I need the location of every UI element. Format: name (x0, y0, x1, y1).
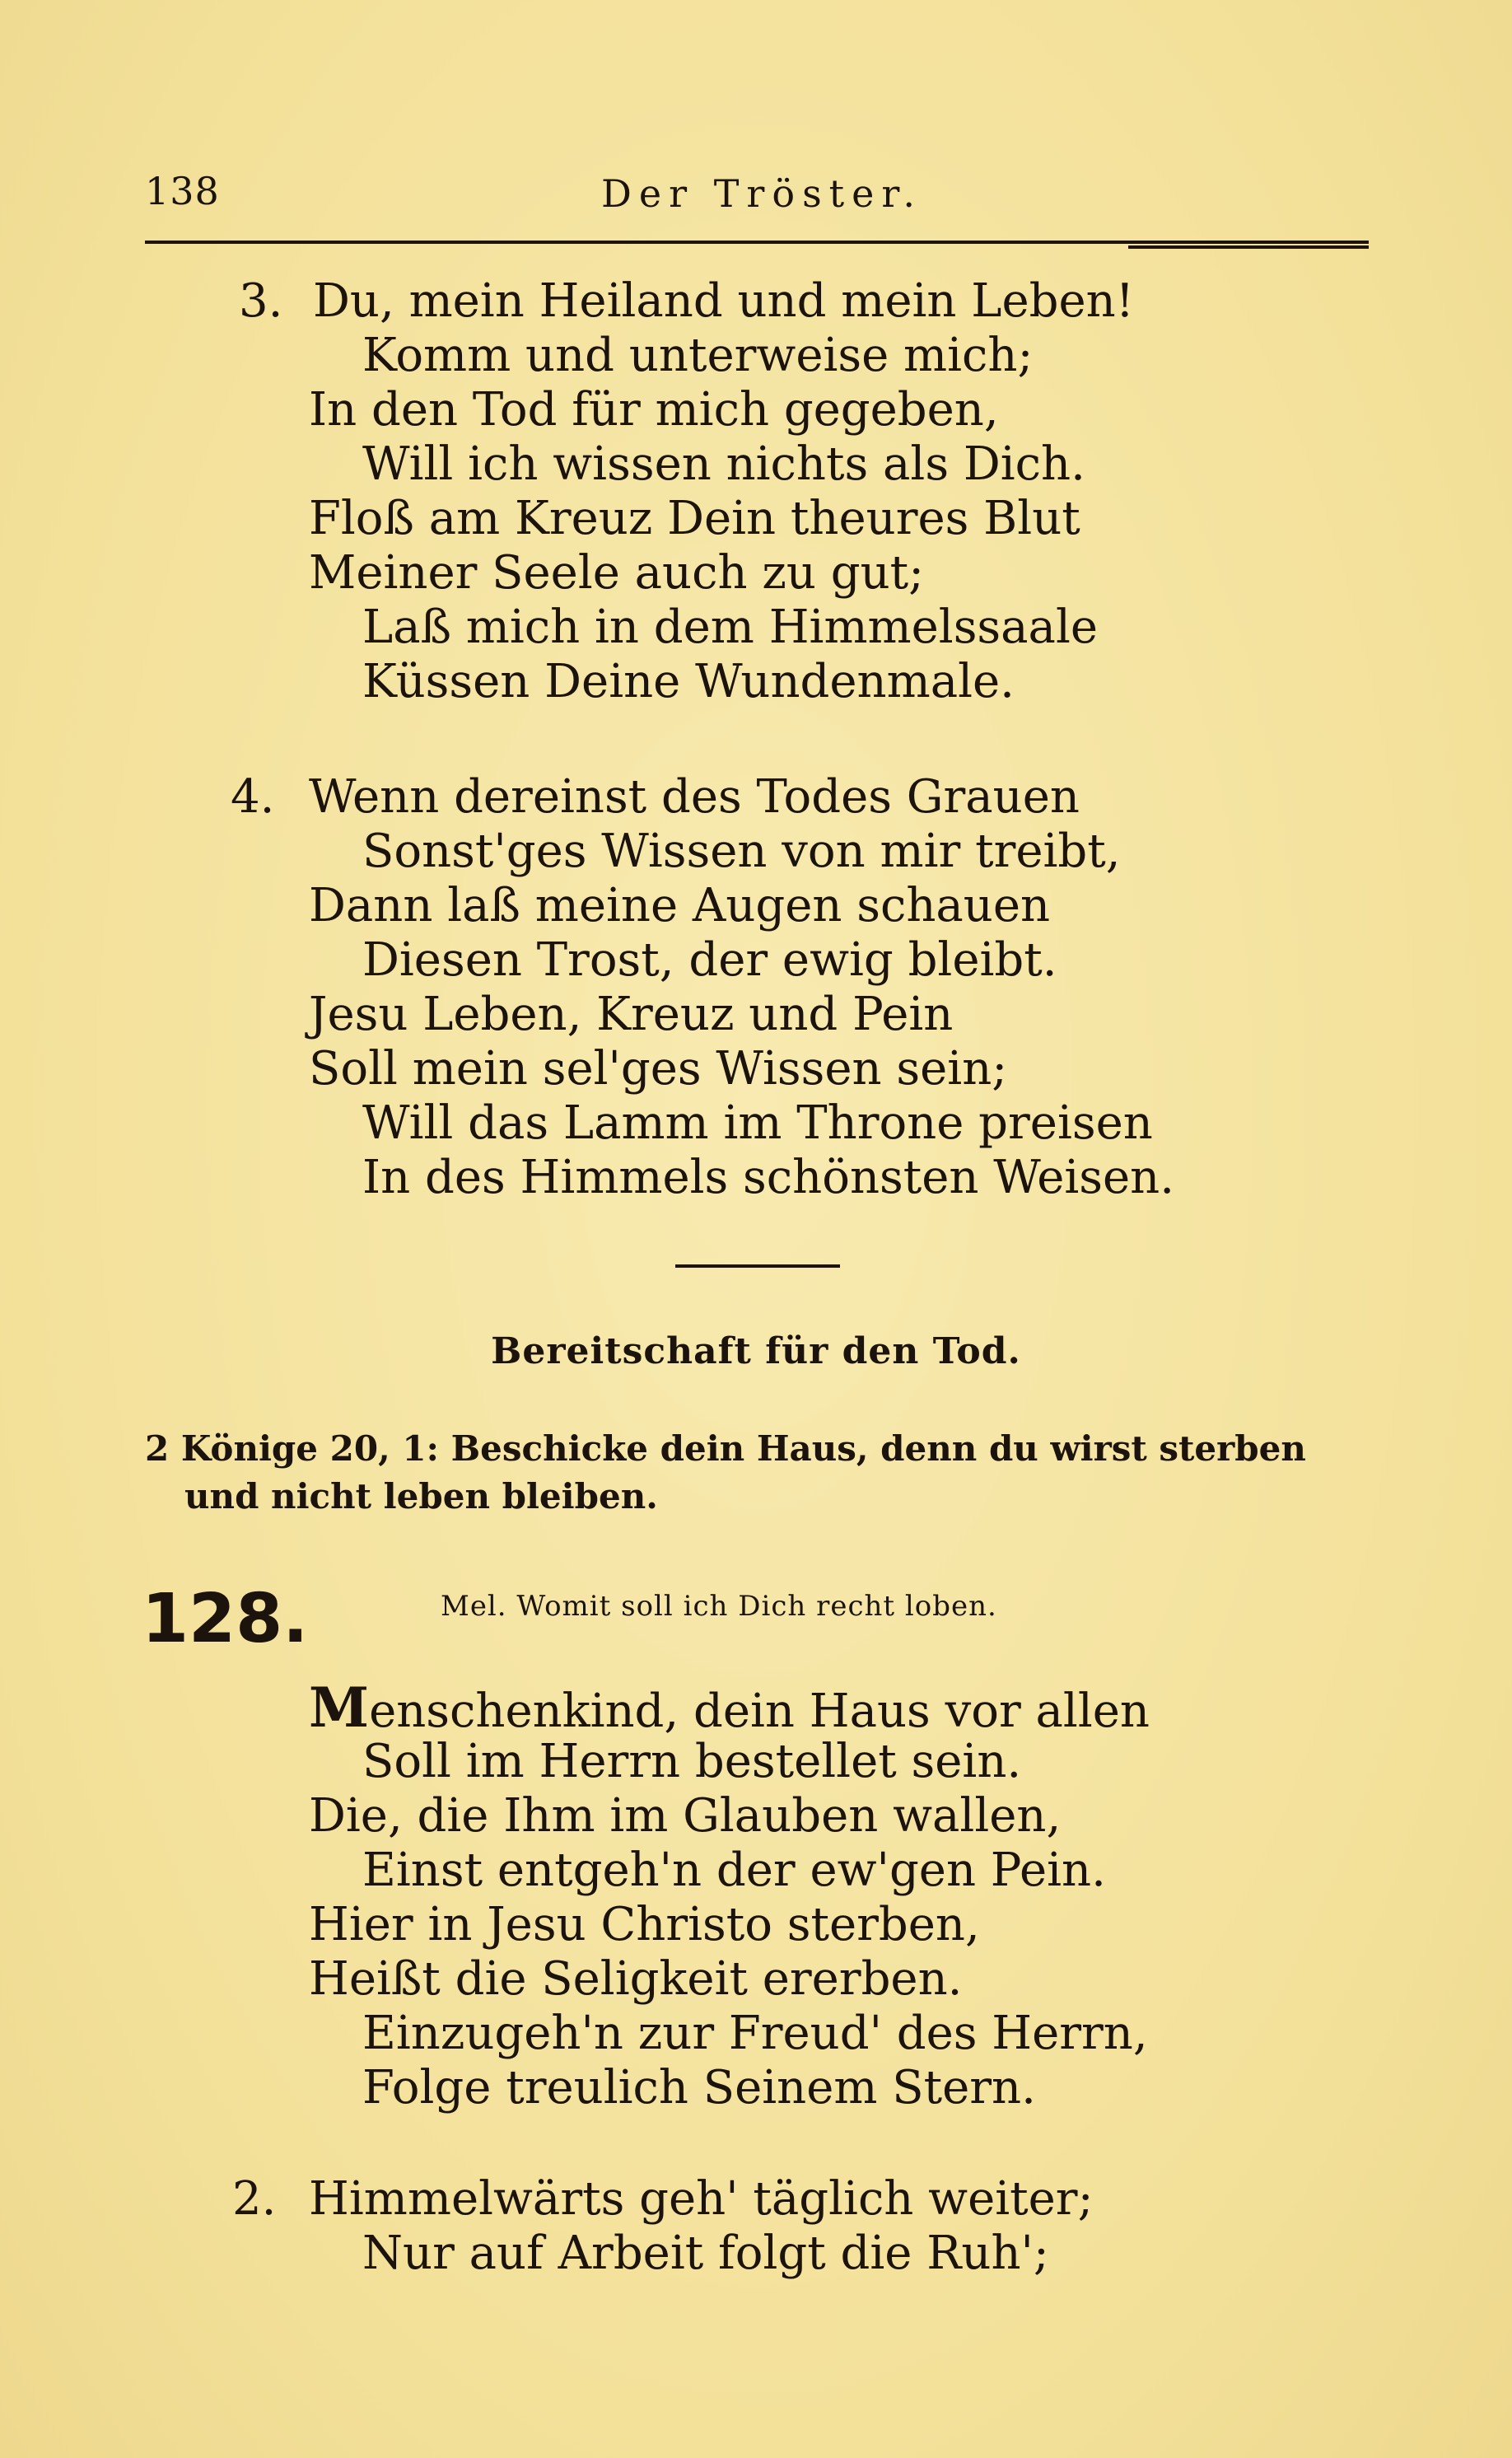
verse-line-rest: enschenkind, dein Haus vor allen (369, 1685, 1150, 1738)
running-title: Der Tröster. (601, 171, 922, 216)
verse-line: Dann laß meine Augen schauen (309, 879, 1051, 932)
verse-line: Wenn dereinst des Todes Grauen (309, 770, 1080, 824)
verse-line-first (309, 1675, 1150, 1740)
verse-line: Will das Lamm im Throne preisen (362, 1096, 1153, 1150)
verse-line: Küssen Deine Wundenmale. (362, 655, 1015, 708)
hymn-number: 128. (142, 1580, 309, 1658)
verse-line: Heißt die Seligkeit ererben. (309, 1952, 963, 2006)
verse-line: Hier in Jesu Christo sterben, (309, 1898, 980, 1951)
scripture-reference (145, 1425, 1380, 1521)
verse-line: In den Tod für mich gegeben, (309, 383, 999, 437)
verse-line: Einzugeh'n zur Freud' des Herrn, (362, 2007, 1148, 2060)
verse-line: Du, mein Heiland und mein Leben! (313, 274, 1135, 328)
verse-number: 4. (231, 770, 275, 824)
scripture-line: und nicht leben bleiben. (184, 1476, 658, 1516)
verse-line: Soll im Herrn bestellet sein. (362, 1735, 1022, 1788)
verse-line: Nur auf Arbeit folgt die Ruh'; (362, 2227, 1049, 2280)
verse-line: Will ich wissen nichts als Dich. (362, 437, 1085, 491)
verse-line: Floß am Kreuz Dein theures Blut (309, 492, 1080, 545)
verse-line: Die, die Ihm im Glauben wallen, (309, 1789, 1062, 1843)
verse-line: Diesen Trost, der ewig bleibt. (362, 933, 1057, 987)
verse-line: Folge treulich Seinem Stern. (362, 2061, 1036, 2115)
header-rule-thick (1128, 245, 1369, 249)
verse-line: Einst entgeh'n der ew'gen Pein. (362, 1844, 1106, 1897)
scripture-line: 2 Könige 20, 1: Beschicke dein Haus, denn du wirst sterben (145, 1428, 1306, 1469)
verse-line: Komm und unterweise mich; (362, 329, 1034, 382)
verse-line: Laß mich in dem Himmelssaale (362, 600, 1098, 654)
melody-note: Mel. Womit soll ich Dich recht loben. (441, 1590, 997, 1623)
section-title: Bereitschaft für den Tod. (491, 1330, 1021, 1372)
drop-cap: M (309, 1675, 370, 1740)
verse-line: Himmelwärts geh' täglich weiter; (309, 2172, 1094, 2226)
header-rule (145, 241, 1369, 244)
verse-number: 2. (232, 2172, 277, 2226)
section-divider (675, 1264, 840, 1268)
verse-line: Soll mein sel'ges Wissen sein; (309, 1042, 1008, 1096)
verse-line: Sonst'ges Wissen von mir treibt, (362, 825, 1121, 878)
verse-line: Jesu Leben, Kreuz und Pein (309, 988, 954, 1041)
verse-line: In des Himmels schönsten Weisen. (362, 1151, 1175, 1204)
verse-line: Meiner Seele auch zu gut; (309, 546, 925, 600)
page-number: 138 (145, 169, 220, 213)
verse-number: 3. (239, 274, 283, 328)
